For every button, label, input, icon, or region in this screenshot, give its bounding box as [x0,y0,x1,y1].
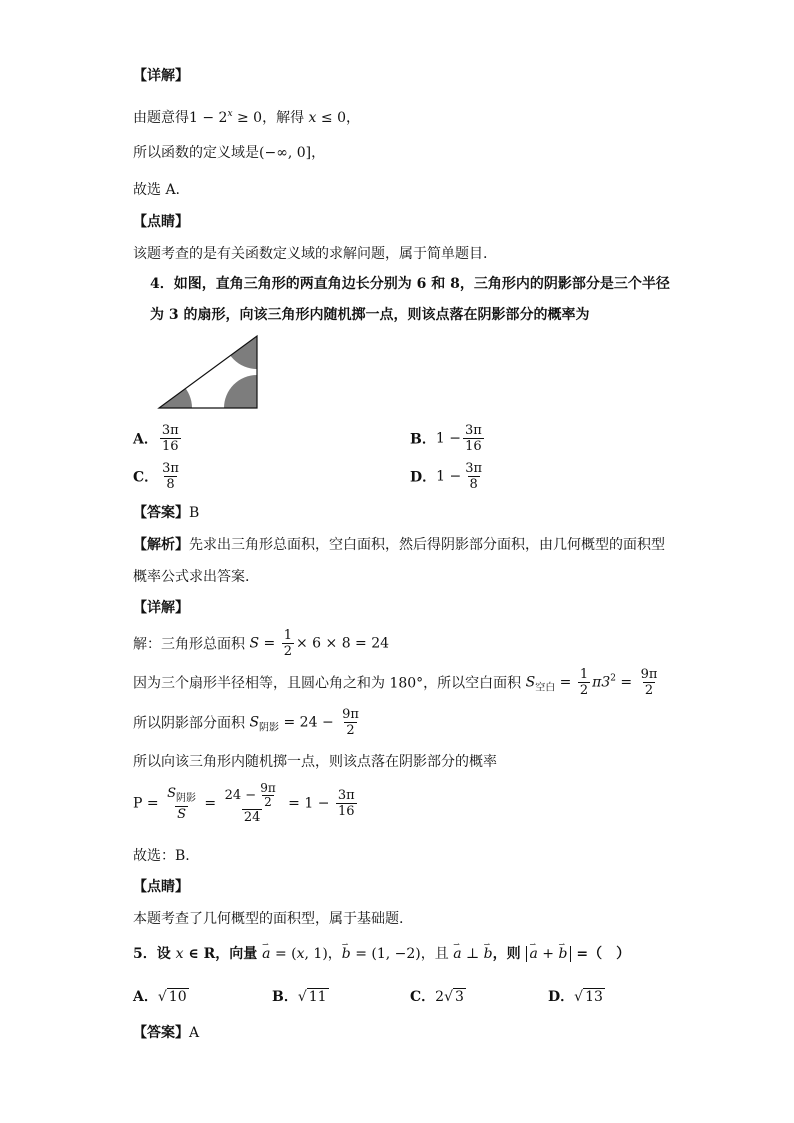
s1-line3: 故选 A. [133,182,181,198]
comment-text-1: 该题考查的是有关函数定义域的求解问题，属于简单题目. [133,246,488,262]
q4-analysis-line1: 【解析】先求出三角形总面积，空白面积，然后得阴影部分面积，由几何概型的面积型 [133,537,665,553]
q5-option-b[interactable]: B．√ 11 [272,989,327,1005]
q4-analysis-line2: 概率公式求出答案. [133,569,250,585]
q4-detail-line4: 所以向该三角形内随机掷一点，则该点落在阴影部分的概率 [133,754,497,770]
q4-detail-line1: 解：三角形总面积 S = $\frac{1}{2}$ × 6 × 8 = 24 [133,628,390,659]
q5-stem: 5．设 x ∈ R，向量 ⇀ a = (x, 1)，⇀ b = (1, −2)，且 ⇀ a ⊥ ⇀ b，则 ⇀ a + ⇀ b =（ ） [133,944,630,964]
detail-heading-1: 【详解】 [133,68,189,84]
q4-option-b[interactable]: B．1 − $\frac{3\pi}{16}$ [410,423,482,454]
q4-answer: 【答案】B [133,505,200,521]
q4-option-a[interactable]: A． $\frac{3\pi}{16}$ [133,423,179,454]
q4-detail-line3: 所以阴影部分面积 $S_{阴影} = 24$ − $\frac{9\pi}{2}$ [133,707,359,738]
q4-detail-line2: 因为三个扇形半径相等，且圆心角之和为 180°，所以空白面积 $S_{空白}$ = $\frac{1}{2}$ $\pi 3^2$ = $\frac{9\pi}{2}$ [133,667,658,698]
detail-heading-2: 【详解】 [133,600,189,616]
sector-left [150,375,192,415]
sector-right-bottom [224,375,265,415]
q5-option-d[interactable]: D．√ 13 [548,989,603,1005]
sector-top [224,330,265,369]
s1-line1: 由题意得$1 - 2^x \ge 0$，解得 x ≤ 0， [133,109,360,126]
comment-heading-1: 【点睛】 [133,214,189,230]
q4-stem-line2: 为 3 的扇形，向该三角形内随机掷一点，则该点落在阴影部分的概率为 [150,307,590,323]
comment-text-2: 本题考查了几何概型的面积型，属于基础题. [133,911,404,927]
q5-option-a[interactable]: A．√ 10 [133,989,187,1005]
comment-heading-2: 【点睛】 [133,879,189,895]
s1-line2: 所以函数的定义域是(−∞, 0]， [133,145,326,161]
q4-option-c[interactable]: C． $\frac{3\pi}{8}$ [133,461,179,492]
q4-detail-line5: P = $\frac{S_{阴影}}{S}$ = 24 − $\frac{9\pi}{2}$ 24 = 1 − $\frac{3\pi}{16}$ [133,781,355,825]
q4-choose: 故选：B. [133,848,190,864]
q4-stem-line1: 4．如图，直角三角形的两直角边长分别为 6 和 8，三角形内的阴影部分是三个半径 [150,276,670,292]
q4-option-d[interactable]: D．1 − $\frac{3\pi}{8}$ [410,461,483,492]
q4-triangle-figure [150,330,265,415]
q5-answer: 【答案】A [133,1025,200,1041]
q5-option-c[interactable]: C．2√ 3 [410,989,464,1005]
